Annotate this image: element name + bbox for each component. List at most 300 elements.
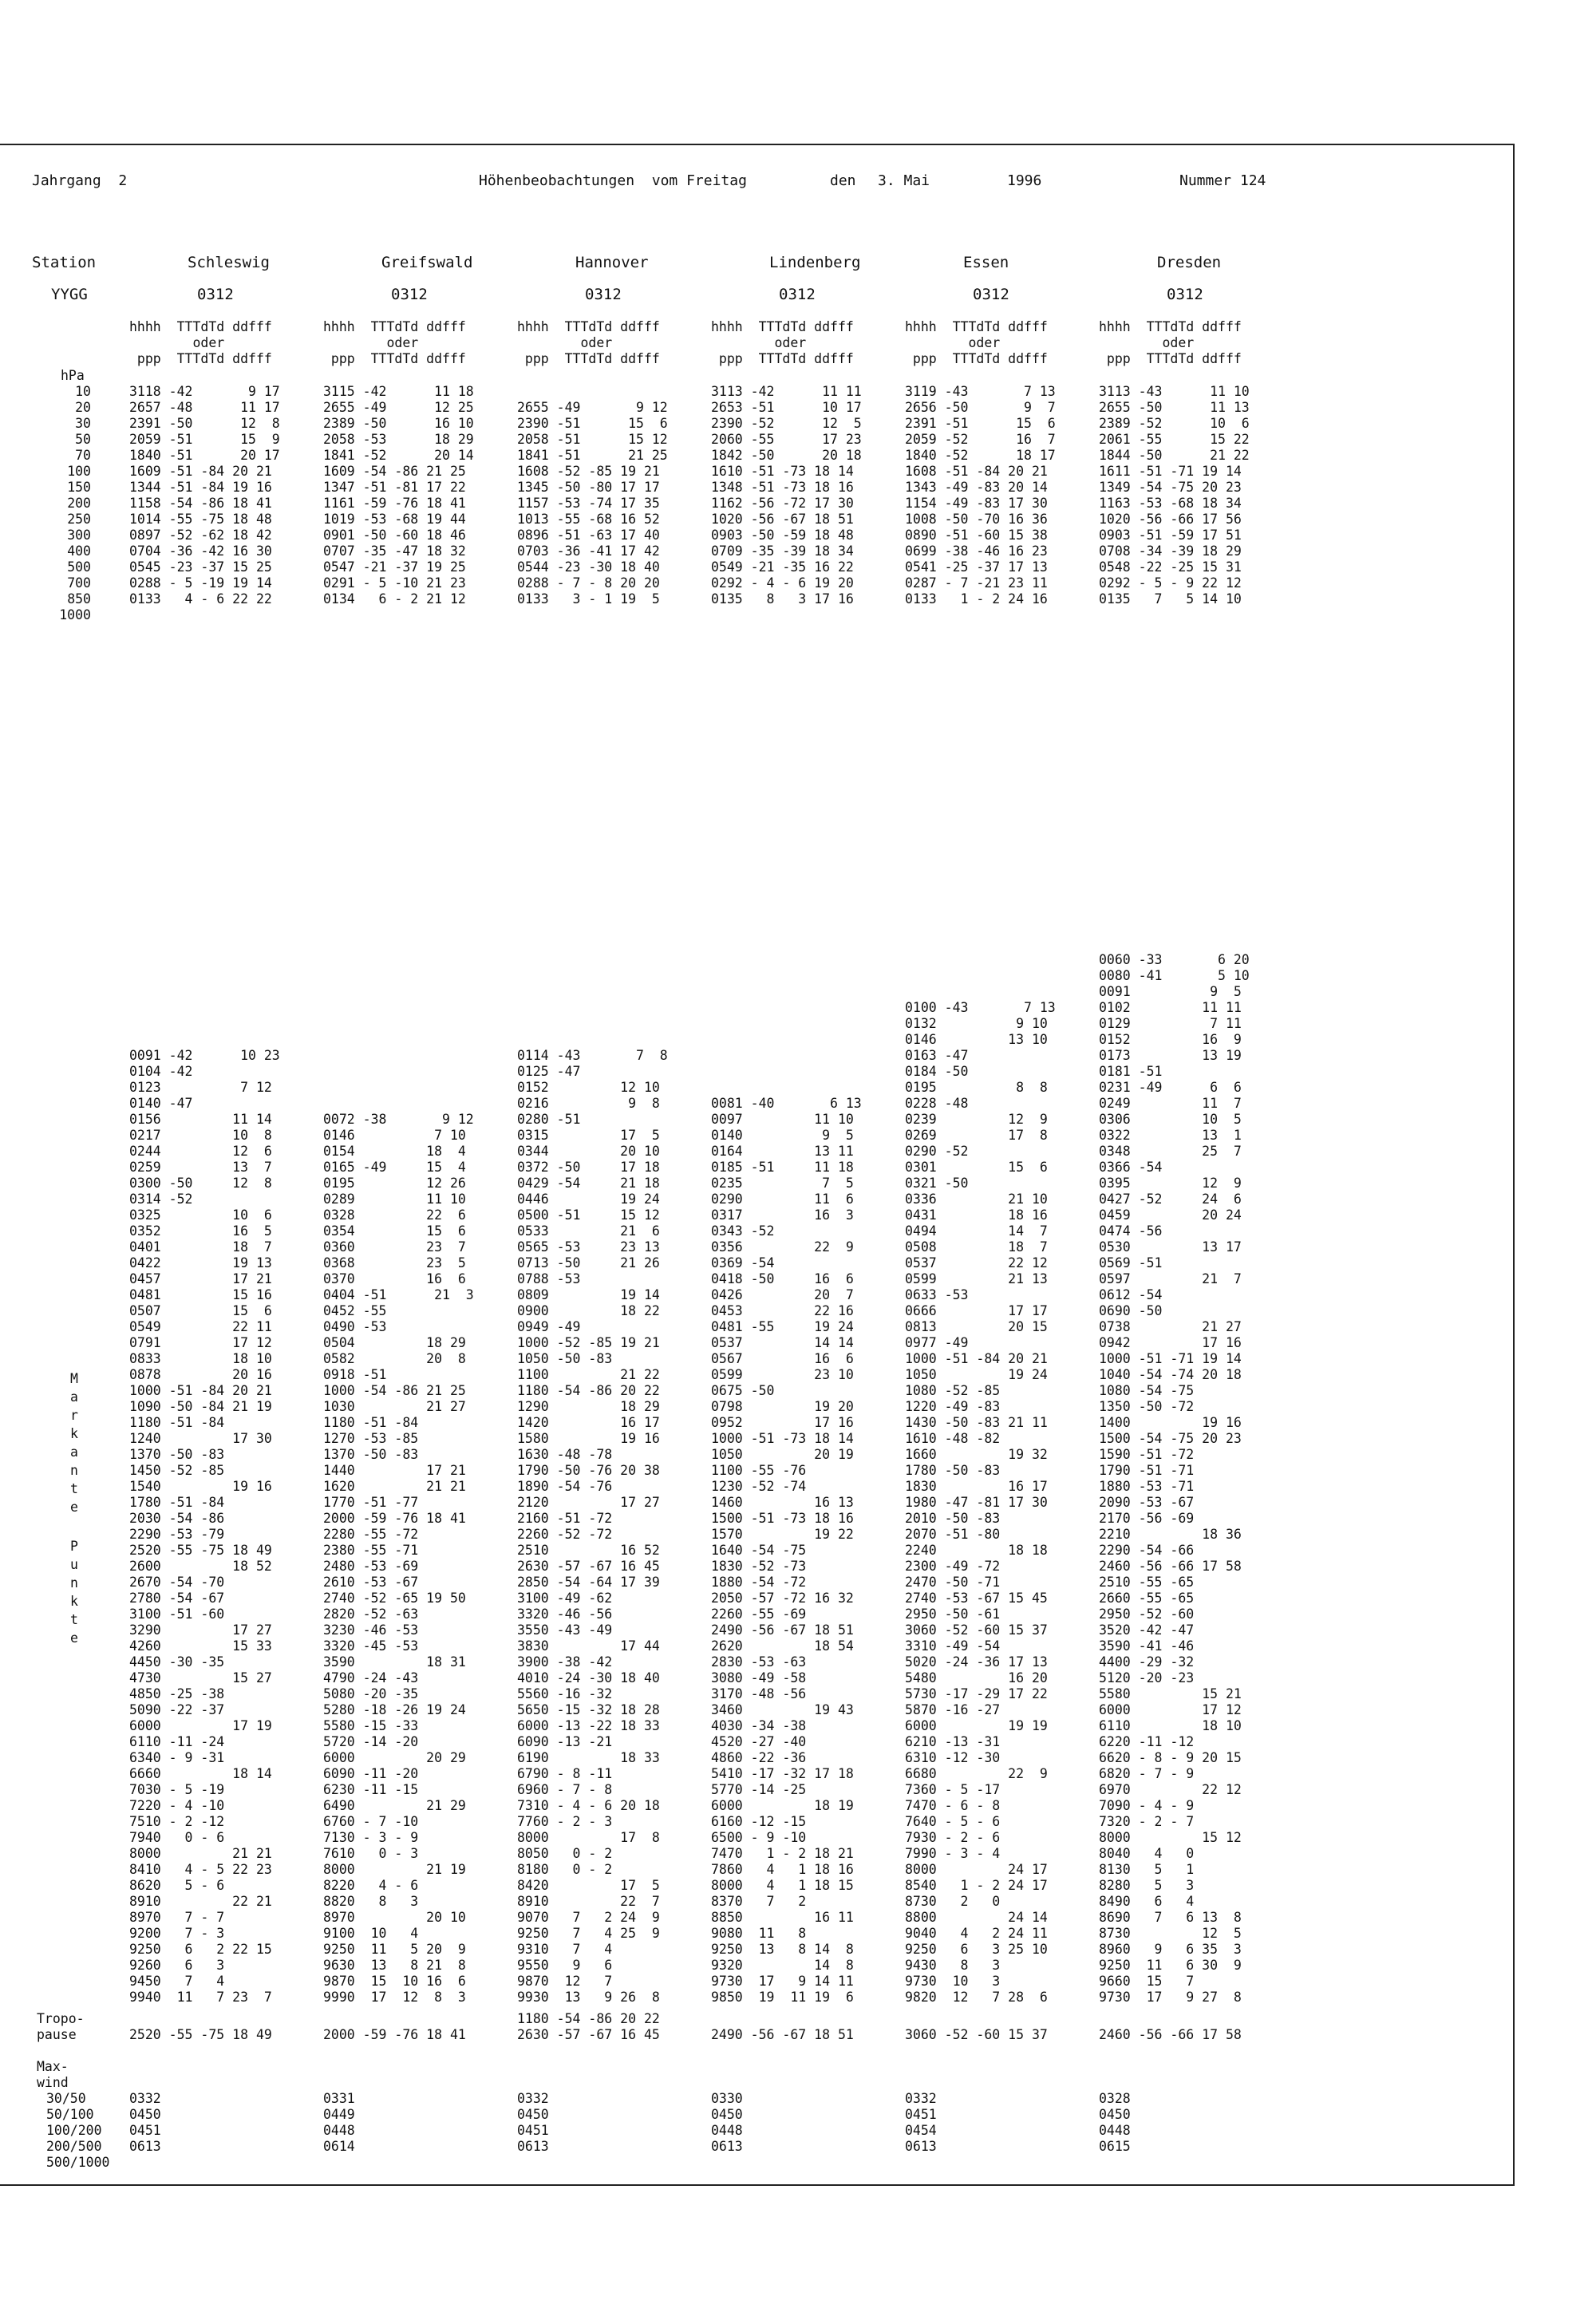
standard-level-row: 1014 -55 -75 18 48	[129, 512, 272, 527]
significant-point-row: 2070 -51 -80	[905, 1527, 1001, 1542]
significant-point-row: 8000 21 21	[129, 1846, 272, 1861]
station-name: Essen	[963, 254, 1009, 271]
significant-point-row: 0356 22 9	[711, 1239, 854, 1255]
significant-point-row: 1090 -50 -84 21 19	[129, 1399, 272, 1414]
significant-point-row: 1620 21 21	[323, 1479, 466, 1494]
significant-point-row: 3590 18 31	[323, 1654, 466, 1670]
significant-point-row: 4520 -27 -40	[711, 1734, 807, 1749]
standard-level-row: 1840 -52 18 17	[905, 448, 1056, 463]
column-header: hhhh TTTdTd ddfff	[323, 319, 466, 334]
maxwind-label: wind	[37, 2075, 69, 2090]
significant-point-row: 0321 -50	[905, 1176, 969, 1191]
significant-point-row: 1780 -50 -83	[905, 1463, 1001, 1478]
station-name: Dresden	[1157, 254, 1222, 271]
significant-point-row: 9250 11 5 20 9	[323, 1942, 466, 1957]
punkte-letter: P	[70, 1539, 78, 1554]
significant-point-row: 9310 7 4	[517, 1942, 613, 1957]
significant-point-row: 2600 18 52	[129, 1559, 272, 1574]
significant-point-row: 0809 19 14	[517, 1287, 660, 1302]
station-label: Station	[32, 254, 97, 271]
column-header: oder	[711, 335, 807, 350]
column-header: ppp TTTdTd ddfff	[1099, 351, 1242, 366]
significant-point-row: 0154 18 4	[323, 1144, 466, 1159]
significant-point-row: 9260 6 3	[129, 1958, 225, 1973]
maxwind-row: 0332	[129, 2091, 161, 2106]
significant-point-row: 5020 -24 -36 17 13	[905, 1654, 1048, 1670]
significant-point-row: 1000 -52 -85 19 21	[517, 1335, 660, 1350]
significant-point-row: 4860 -22 -36	[711, 1750, 807, 1765]
significant-point-row: 8910 22 7	[517, 1894, 660, 1909]
maxwind-row: 0451	[129, 2123, 161, 2138]
standard-level-row: 0288 - 7 - 8 20 20	[517, 575, 660, 591]
significant-point-row: 6000 20 29	[323, 1750, 466, 1765]
column-header: oder	[1099, 335, 1195, 350]
standard-level-row: 1608 -51 -84 20 21	[905, 464, 1048, 479]
significant-point-row: 9630 13 8 21 8	[323, 1958, 466, 1973]
significant-point-row: 1230 -52 -74	[711, 1479, 807, 1494]
standard-level-row: 0708 -34 -39 18 29	[1099, 543, 1242, 559]
significant-point-row: 0549 22 11	[129, 1319, 272, 1334]
significant-point-row: 0269 17 8	[905, 1128, 1048, 1143]
significant-point-row: 0366 -54	[1099, 1160, 1163, 1175]
significant-point-row: 1450 -52 -85	[129, 1463, 225, 1478]
standard-level-row: 0903 -51 -59 17 51	[1099, 528, 1242, 543]
significant-point-row: 1440 17 21	[323, 1463, 466, 1478]
significant-point-row: 6210 -13 -31	[905, 1734, 1001, 1749]
significant-point-row: 1050 -50 -83	[517, 1351, 613, 1366]
standard-level-row: 1609 -54 -86 21 25	[323, 464, 466, 479]
significant-point-row: 0565 -53 23 13	[517, 1239, 660, 1255]
significant-point-row: 0569 -51	[1099, 1255, 1163, 1271]
significant-point-row: 0336 21 10	[905, 1191, 1048, 1207]
significant-point-row: 8410 4 - 5 22 23	[129, 1862, 272, 1877]
significant-point-row: 1890 -54 -76	[517, 1479, 613, 1494]
standard-level-row: 0549 -21 -35 16 22	[711, 559, 854, 575]
significant-point-row: 3060 -52 -60 15 37	[905, 1622, 1048, 1638]
significant-point-row: 2000 -59 -76 18 41	[323, 1511, 466, 1526]
significant-point-row: 0530 13 17	[1099, 1239, 1242, 1255]
maxwind-row: 0450	[517, 2107, 549, 2122]
significant-point-row: 3830 17 44	[517, 1638, 660, 1654]
markante-letter: k	[70, 1426, 78, 1441]
significant-point-row: 2240 18 18	[905, 1543, 1048, 1558]
significant-point-row: 8730 12 5	[1099, 1926, 1242, 1941]
significant-point-row: 7090 - 4 - 9	[1099, 1798, 1195, 1813]
standard-level-row: 1154 -49 -83 17 30	[905, 496, 1048, 511]
standard-level-row: 1163 -53 -68 18 34	[1099, 496, 1242, 511]
significant-point-row: 5090 -22 -37	[129, 1702, 225, 1717]
significant-point-row: 1420 16 17	[517, 1415, 660, 1430]
significant-point-row: 9100 10 4	[323, 1926, 419, 1941]
significant-point-row: 3170 -48 -56	[711, 1686, 807, 1701]
standard-level-row: 2058 -51 15 12	[517, 432, 668, 447]
maxwind-row: 0613	[517, 2139, 549, 2154]
maxwind-row: 0454	[905, 2123, 937, 2138]
significant-point-row: 5560 -16 -32	[517, 1686, 613, 1701]
significant-point-row: 6000 18 19	[711, 1798, 854, 1813]
standard-level-row: 0135 8 3 17 16	[711, 591, 854, 607]
station-name: Lindenberg	[769, 254, 861, 271]
significant-point-row: 6230 -11 -15	[323, 1782, 419, 1797]
level-label: 400	[67, 543, 91, 559]
standard-level-row: 1347 -51 -81 17 22	[323, 480, 466, 495]
significant-point-row: 1290 18 29	[517, 1399, 660, 1414]
significant-point-row: 2480 -53 -69	[323, 1559, 419, 1574]
significant-point-row: 9080 11 8	[711, 1926, 807, 1941]
significant-point-row: 0690 -50	[1099, 1303, 1163, 1318]
significant-point-row: 5730 -17 -29 17 22	[905, 1686, 1048, 1701]
significant-point-row: 7860 4 1 18 16	[711, 1862, 854, 1877]
significant-point-row: 2290 -53 -79	[129, 1527, 225, 1542]
standard-level-row: 2655 -49 12 25	[323, 400, 474, 415]
significant-point-row: 9930 13 9 26 8	[517, 1990, 660, 2005]
issue-number: Nummer 124	[1179, 172, 1266, 189]
maxwind-level: 30/50	[46, 2091, 86, 2106]
significant-point-row: 2050 -57 -72 16 32	[711, 1591, 854, 1606]
significant-point-row: 0426 20 7	[711, 1287, 854, 1302]
significant-point-row: 6090 -13 -21	[517, 1734, 613, 1749]
significant-point-row: 1180 -54 -86 20 22	[517, 1383, 660, 1398]
significant-point-row: 1500 -54 -75 20 23	[1099, 1431, 1242, 1446]
significant-point-row: 3590 -41 -46	[1099, 1638, 1195, 1654]
significant-point-row: 5720 -14 -20	[323, 1734, 419, 1749]
significant-point-row: 0452 -55	[323, 1303, 387, 1318]
significant-point-row: 0791 17 12	[129, 1335, 272, 1350]
significant-point-row: 0949 -49	[517, 1319, 581, 1334]
significant-point-row: 0080 -41 5 10	[1099, 968, 1250, 983]
significant-point-row: 2740 -53 -67 15 45	[905, 1591, 1048, 1606]
standard-level-row: 2390 -52 12 5	[711, 416, 862, 431]
significant-point-row: 8000 21 19	[323, 1862, 466, 1877]
significant-point-row: 1000 -51 -84 20 21	[129, 1383, 272, 1398]
significant-point-row: 3230 -46 -53	[323, 1622, 419, 1638]
level-label: 150	[67, 480, 91, 495]
standard-level-row: 3118 -42 9 17	[129, 384, 280, 399]
significant-point-row: 6970 22 12	[1099, 1782, 1242, 1797]
significant-point-row: 0164 13 11	[711, 1144, 854, 1159]
standard-level-row: 1345 -50 -80 17 17	[517, 480, 660, 495]
significant-point-row: 2380 -55 -71	[323, 1543, 419, 1558]
significant-point-row: 0146 13 10	[905, 1032, 1048, 1047]
significant-point-row: 6090 -11 -20	[323, 1766, 419, 1781]
significant-point-row: 3320 -46 -56	[517, 1606, 613, 1622]
station-yygg: 0312	[779, 286, 816, 303]
significant-point-row: 0322 13 1	[1099, 1128, 1242, 1143]
significant-point-row: 0195 12 26	[323, 1176, 466, 1191]
significant-point-row: 3080 -49 -58	[711, 1670, 807, 1685]
station-yygg: 0312	[973, 286, 1009, 303]
significant-point-row: 9730 17 9 27 8	[1099, 1990, 1242, 2005]
significant-point-row: 8730 2 0	[905, 1894, 1001, 1909]
significant-point-row: 0427 -52 24 6	[1099, 1191, 1242, 1207]
standard-level-row: 2061 -55 15 22	[1099, 432, 1250, 447]
column-header: oder	[323, 335, 419, 350]
significant-point-row: 1830 16 17	[905, 1479, 1048, 1494]
significant-point-row: 0348 25 7	[1099, 1144, 1242, 1159]
significant-point-row: 2630 -57 -67 16 45	[517, 1559, 660, 1574]
significant-point-row: 9820 12 7 28 6	[905, 1990, 1048, 2005]
significant-point-row: 0813 20 15	[905, 1319, 1048, 1334]
significant-point-row: 1050 20 19	[711, 1447, 854, 1462]
standard-level-row: 2059 -51 15 9	[129, 432, 280, 447]
significant-point-row: 9250 11 6 30 9	[1099, 1958, 1242, 1973]
punkte-letter: u	[70, 1557, 78, 1572]
station-name: Greifswald	[381, 254, 473, 271]
level-label: 850	[67, 591, 91, 607]
significant-point-row: 2210 18 36	[1099, 1527, 1242, 1542]
significant-point-row: 8000 4 1 18 15	[711, 1878, 854, 1893]
significant-point-row: 0567 16 6	[711, 1351, 854, 1366]
significant-point-row: 3290 17 27	[129, 1622, 272, 1638]
significant-point-row: 0280 -51	[517, 1112, 581, 1127]
standard-level-row: 1019 -53 -68 19 44	[323, 512, 466, 527]
significant-point-row: 0259 13 7	[129, 1160, 272, 1175]
significant-point-row: 0216 9 8	[517, 1096, 660, 1111]
column-header: ppp TTTdTd ddfff	[711, 351, 854, 366]
den-label: den	[830, 172, 856, 189]
significant-point-row: 1880 -54 -72	[711, 1575, 807, 1590]
significant-point-row: 2280 -55 -72	[323, 1527, 419, 1542]
significant-point-row: 0537 22 12	[905, 1255, 1048, 1271]
standard-level-row: 1344 -51 -84 19 16	[129, 480, 272, 495]
markante-letter: t	[70, 1481, 78, 1496]
significant-point-row: 0104 -42	[129, 1064, 193, 1079]
significant-point-row: 0788 -53	[517, 1271, 581, 1286]
standard-level-row: 1348 -51 -73 18 16	[711, 480, 854, 495]
significant-point-row: 5870 -16 -27	[905, 1702, 1001, 1717]
significant-point-row: 0081 -40 6 13	[711, 1096, 862, 1111]
level-label: 200	[67, 496, 91, 511]
maxwind-row: 0328	[1099, 2091, 1131, 2106]
standard-level-row: 0896 -51 -63 17 40	[517, 528, 660, 543]
significant-point-row: 0599 21 13	[905, 1271, 1048, 1286]
significant-point-row: 7990 - 3 - 4	[905, 1846, 1001, 1861]
significant-point-row: 6760 - 7 -10	[323, 1814, 419, 1829]
standard-level-row: 0134 6 - 2 21 12	[323, 591, 466, 607]
standard-level-row: 0288 - 5 -19 19 14	[129, 575, 272, 591]
significant-point-row: 0125 -47	[517, 1064, 581, 1079]
significant-point-row: 0195 8 8	[905, 1080, 1048, 1095]
significant-point-row: 6620 - 8 - 9 20 15	[1099, 1750, 1242, 1765]
significant-point-row: 0060 -33 6 20	[1099, 952, 1250, 967]
significant-point-row: 4010 -24 -30 18 40	[517, 1670, 660, 1685]
significant-point-row: 1080 -54 -75	[1099, 1383, 1195, 1398]
standard-level-row: 1841 -52 20 14	[323, 448, 474, 463]
significant-point-row: 2300 -49 -72	[905, 1559, 1001, 1574]
significant-point-row: 0537 14 14	[711, 1335, 854, 1350]
station-name: Hannover	[575, 254, 649, 271]
standard-level-row: 0709 -35 -39 18 34	[711, 543, 854, 559]
significant-point-row: 1830 -52 -73	[711, 1559, 807, 1574]
significant-point-row: 0102 11 11	[1099, 1000, 1242, 1015]
significant-point-row: 0325 10 6	[129, 1207, 272, 1223]
significant-point-row: 5580 15 21	[1099, 1686, 1242, 1701]
significant-point-row: 7640 - 5 - 6	[905, 1814, 1001, 1829]
significant-point-row: 8970 20 10	[323, 1910, 466, 1925]
significant-point-row: 0072 -38 9 12	[323, 1112, 474, 1127]
maxwind-level: 100/200	[46, 2123, 102, 2138]
significant-point-row: 0239 12 9	[905, 1112, 1048, 1127]
station-yygg: 0312	[585, 286, 622, 303]
significant-point-row: 0249 11 7	[1099, 1096, 1242, 1111]
significant-point-row: 0508 18 7	[905, 1239, 1048, 1255]
significant-point-row: 1540 19 16	[129, 1479, 272, 1494]
significant-point-row: 3320 -45 -53	[323, 1638, 419, 1654]
significant-point-row: 1660 19 32	[905, 1447, 1048, 1462]
significant-point-row: 0675 -50	[711, 1383, 775, 1398]
significant-point-row: 0418 -50 16 6	[711, 1271, 854, 1286]
tropopause-row: 2460 -56 -66 17 58	[1099, 2027, 1242, 2042]
markante-letter: a	[70, 1444, 78, 1460]
standard-level-row: 1611 -51 -71 19 14	[1099, 464, 1242, 479]
significant-point-row: 0597 21 7	[1099, 1271, 1242, 1286]
significant-point-row: 1400 19 16	[1099, 1415, 1242, 1430]
significant-point-row: 7470 - 6 - 8	[905, 1798, 1001, 1813]
significant-point-row: 7940 0 - 6	[129, 1830, 225, 1845]
significant-point-row: 9430 8 3	[905, 1958, 1001, 1973]
significant-point-row: 9660 15 7	[1099, 1974, 1195, 1989]
significant-point-row: 0140 -47	[129, 1096, 193, 1111]
significant-point-row: 3900 -38 -42	[517, 1654, 613, 1670]
significant-point-row: 2950 -52 -60	[1099, 1606, 1195, 1622]
significant-point-row: 1080 -52 -85	[905, 1383, 1001, 1398]
significant-point-row: 7310 - 4 - 6 20 18	[517, 1798, 660, 1813]
date-year: 1996	[1007, 172, 1042, 189]
significant-point-row: 0173 13 19	[1099, 1048, 1242, 1063]
significant-point-row: 9550 9 6	[517, 1958, 613, 1973]
significant-point-row: 2170 -56 -69	[1099, 1511, 1195, 1526]
significant-point-row: 8050 0 - 2	[517, 1846, 613, 1861]
date-day: 3. Mai	[878, 172, 930, 189]
standard-level-row: 1842 -50 20 18	[711, 448, 862, 463]
significant-point-row: 4730 15 27	[129, 1670, 272, 1685]
column-header: hhhh TTTdTd ddfff	[905, 319, 1048, 334]
significant-point-row: 6790 - 8 -11	[517, 1766, 613, 1781]
column-header: ppp TTTdTd ddfff	[323, 351, 466, 366]
standard-level-row: 1008 -50 -70 16 36	[905, 512, 1048, 527]
significant-point-row: 8820 8 3	[323, 1894, 419, 1909]
significant-point-row: 0146 7 10	[323, 1128, 466, 1143]
markante-letter: e	[70, 1500, 78, 1515]
significant-point-row: 8280 5 3	[1099, 1878, 1195, 1893]
standard-level-row: 3113 -42 11 11	[711, 384, 862, 399]
significant-point-row: 9990 17 12 8 3	[323, 1990, 466, 2005]
significant-point-row: 5650 -15 -32 18 28	[517, 1702, 660, 1717]
significant-point-row: 5580 -15 -33	[323, 1718, 419, 1733]
punkte-letter: t	[70, 1612, 78, 1627]
standard-level-row: 0292 - 4 - 6 19 20	[711, 575, 854, 591]
significant-point-row: 8960 9 6 35 3	[1099, 1942, 1242, 1957]
maxwind-level: 500/1000	[46, 2155, 110, 2170]
significant-point-row: 8910 22 21	[129, 1894, 272, 1909]
significant-point-row: 1000 -51 -73 18 14	[711, 1431, 854, 1446]
significant-point-row: 8180 0 - 2	[517, 1862, 613, 1877]
significant-point-row: 1030 21 27	[323, 1399, 466, 1414]
maxwind-level: 50/100	[46, 2107, 94, 2122]
significant-point-row: 2090 -53 -67	[1099, 1495, 1195, 1510]
significant-point-row: 0289 11 10	[323, 1191, 466, 1207]
significant-point-row: 0395 12 9	[1099, 1176, 1242, 1191]
level-label: 250	[67, 512, 91, 527]
significant-point-row: 0453 22 16	[711, 1303, 854, 1318]
significant-point-row: 0091 -42 10 23	[129, 1048, 280, 1063]
markante-letter: n	[70, 1463, 78, 1478]
significant-point-row: 8620 5 - 6	[129, 1878, 225, 1893]
significant-point-row: 0401 18 7	[129, 1239, 272, 1255]
significant-point-row: 0429 -54 21 18	[517, 1176, 660, 1191]
significant-point-row: 0507 15 6	[129, 1303, 272, 1318]
standard-level-row: 2390 -51 15 6	[517, 416, 668, 431]
significant-point-row: 2260 -52 -72	[517, 1527, 613, 1542]
significant-point-row: 0481 15 16	[129, 1287, 272, 1302]
significant-point-row: 3520 -42 -47	[1099, 1622, 1195, 1638]
level-label: 50	[75, 432, 91, 447]
standard-level-row: 0548 -22 -25 15 31	[1099, 559, 1242, 575]
maxwind-row: 0450	[129, 2107, 161, 2122]
significant-point-row: 0918 -51	[323, 1367, 387, 1382]
significant-point-row: 2260 -55 -69	[711, 1606, 807, 1622]
column-header: ppp TTTdTd ddfff	[129, 351, 272, 366]
significant-point-row: 4030 -34 -38	[711, 1718, 807, 1733]
significant-point-row: 1790 -50 -76 20 38	[517, 1463, 660, 1478]
significant-point-row: 9250 7 4 25 9	[517, 1926, 660, 1941]
significant-point-row: 0360 23 7	[323, 1239, 466, 1255]
significant-point-row: 2520 -55 -75 18 49	[129, 1543, 272, 1558]
significant-point-row: 0328 22 6	[323, 1207, 466, 1223]
standard-level-row: 3115 -42 11 18	[323, 384, 474, 399]
station-yygg: 0312	[197, 286, 234, 303]
significant-point-row: 0235 7 5	[711, 1176, 854, 1191]
significant-point-row: 5770 -14 -25	[711, 1782, 807, 1797]
significant-point-row: 1460 16 13	[711, 1495, 854, 1510]
significant-point-row: 2850 -54 -64 17 39	[517, 1575, 660, 1590]
standard-level-row: 1844 -50 21 22	[1099, 448, 1250, 463]
standard-level-row: 1158 -54 -86 18 41	[129, 496, 272, 511]
significant-point-row: 2470 -50 -71	[905, 1575, 1001, 1590]
significant-point-row: 0504 18 29	[323, 1335, 466, 1350]
standard-level-row: 0704 -36 -42 16 30	[129, 543, 272, 559]
standard-level-row: 1609 -51 -84 20 21	[129, 464, 272, 479]
level-label: 700	[67, 575, 91, 591]
significant-point-row: 5480 16 20	[905, 1670, 1048, 1685]
significant-point-row: 2490 -56 -67 18 51	[711, 1622, 854, 1638]
significant-point-row: 2830 -53 -63	[711, 1654, 807, 1670]
significant-point-row: 0114 -43 7 8	[517, 1048, 668, 1063]
significant-point-row: 1040 -54 -74 20 18	[1099, 1367, 1242, 1382]
significant-point-row: 7760 - 2 - 3	[517, 1814, 613, 1829]
markante-letter: r	[70, 1408, 78, 1423]
significant-point-row: 8000 24 17	[905, 1862, 1048, 1877]
standard-level-row: 0133 1 - 2 24 16	[905, 591, 1048, 607]
significant-point-row: 6110 -11 -24	[129, 1734, 225, 1749]
standard-level-row: 1013 -55 -68 16 52	[517, 512, 660, 527]
column-header: hhhh TTTdTd ddfff	[711, 319, 854, 334]
significant-point-row: 6340 - 9 -31	[129, 1750, 225, 1765]
significant-point-row: 9250 6 3 25 10	[905, 1942, 1048, 1957]
maxwind-row: 0331	[323, 2091, 355, 2106]
significant-point-row: 1370 -50 -83	[129, 1447, 225, 1462]
significant-point-row: 0314 -52	[129, 1191, 193, 1207]
significant-point-row: 0878 20 16	[129, 1367, 272, 1382]
significant-point-row: 6000 19 19	[905, 1718, 1048, 1733]
standard-level-row: 0699 -38 -46 16 23	[905, 543, 1048, 559]
significant-point-row: 0599 23 10	[711, 1367, 854, 1382]
hpa-label: hPa	[61, 368, 85, 383]
significant-point-row: 0184 -50	[905, 1064, 969, 1079]
significant-point-row: 0217 10 8	[129, 1128, 272, 1143]
standard-level-row: 1161 -59 -76 18 41	[323, 496, 466, 511]
significant-point-row: 0533 21 6	[517, 1223, 660, 1239]
